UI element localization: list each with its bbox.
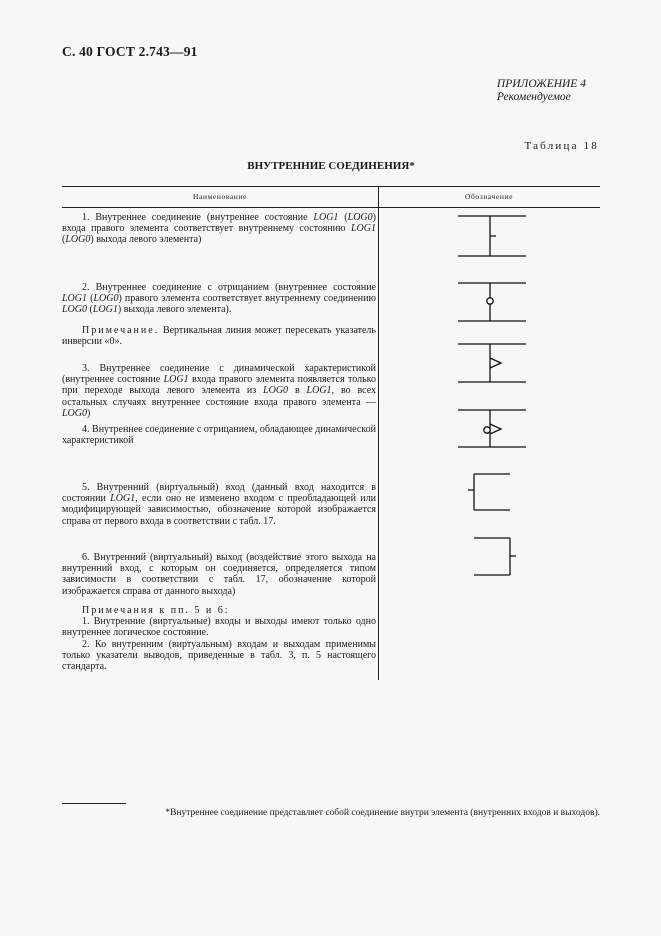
table-row-4-text: 4. Внутреннее соединение с отрицанием, обладающее динамической характеристикой (62, 424, 376, 447)
appendix-status: Рекомендуемое (496, 91, 571, 103)
table-title: ВНУТРЕННИЕ СОЕДИНЕНИЯ* (247, 160, 415, 172)
page-header: С. 40 ГОСТ 2.743—91 (62, 44, 198, 59)
virtual-input-symbol (460, 470, 530, 520)
dynamic-connection-symbol (450, 338, 540, 398)
table-row-2-text: 2. Внутреннее соединение с отрицанием (внутреннее состояние LOG1 (LOG0) правого элемента соответствует внутреннему соединению LOG0 (LOG1) выхода левого элемента). Примечание. Вертикальная линия может пересекать указатель инверсии «0». (62, 282, 376, 347)
table-row-1-text: 1. Внутреннее соединение (внутреннее состояние LOG1 (LOG0) входа правого элемента соответствует внутреннему состоянию LOG1 (LOG0) выхода левого элемента) (62, 212, 376, 246)
note-text: Вертикальная линия может пересекать указатель инверсии «0». (62, 324, 376, 347)
column-header-name: Наименование (193, 192, 247, 201)
column-header-symbol: Обозначение (464, 192, 514, 201)
footnote-rule (62, 803, 126, 804)
internal-connection-symbol (450, 210, 540, 270)
table-top-rule (62, 186, 600, 187)
table-row-6-text: 6. Внутренний (виртуальный) выход (воздействие этого выхода на внутренний вход, с которым он соединяется, определяется типом зависимости в соответствии с табл. 17, обозначение которой изображается справа от данного выхода) (62, 552, 376, 597)
note-label: Примечание. (82, 324, 160, 336)
virtual-output-symbol (460, 532, 530, 582)
appendix-label (497, 78, 586, 104)
table-column-divider (378, 186, 379, 680)
notes-label: Примечания к пп. 5 и 6: (82, 605, 230, 616)
table-header-rule (62, 207, 600, 208)
table-row-3-text: 3. Внутреннее соединение с динамической характеристикой (внутреннее состояние LOG1 входа правого элемента появляется только при переходе выхода левого элемента из LOG0 в LOG1, во всех остальных случаях внутреннее состояние входа правого элемента — LOG0) (62, 363, 376, 419)
table-notes (62, 605, 376, 672)
table-number: Таблица 18 (524, 140, 599, 152)
note-2: 2. Ко внутренним (виртуальным) входам и выходам применимы только указатели выводов, приведенные в табл. 3, п. 5 настоящего стандарта. (62, 638, 376, 673)
footnote: *Внутреннее соединение представляет собой соединение внутри элемента (внутренних входов и выходов). (165, 808, 600, 818)
appendix-title: ПРИЛОЖЕНИЕ 4 (496, 78, 586, 90)
note-1: 1. Внутренние (виртуальные) входы и выходы имеют только одно внутреннее логическое состояние. (62, 616, 376, 639)
table-row-5-text: 5. Внутренний (виртуальный) вход (данный вход находится в состоянии LOG1, если оно не изменено входом с преобладающей или модифицирующей зависимостью, обозначение которой изображается справа от первого входа в соответствии с табл. 17. (62, 482, 377, 527)
negated-dynamic-connection-symbol (450, 404, 540, 464)
negated-connection-symbol (450, 274, 540, 334)
